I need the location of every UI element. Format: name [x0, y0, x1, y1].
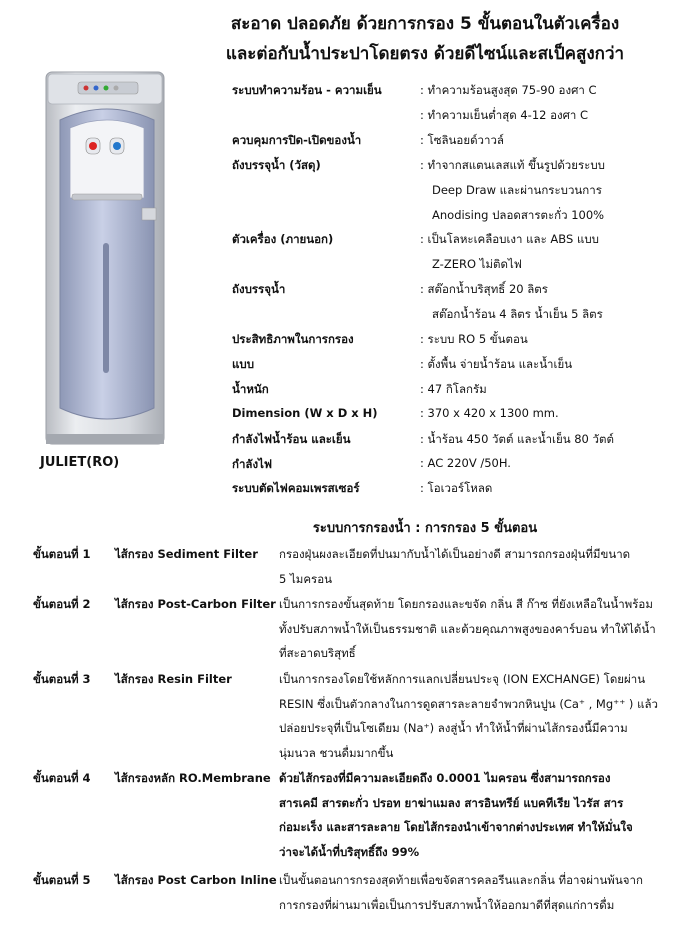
spec-label: Dimension (W x D x H)	[232, 405, 378, 420]
spec-value: : น้ำร้อน 450 วัตต์ และน้ำเย็น 80 วัตต์	[420, 431, 614, 446]
step-description-line: เป็นขั้นตอนการกรองสุดท้ายเพื่อขจัดสารคลอรีนและกลิ่น ที่อาจผ่านพ้นจาก	[279, 873, 643, 887]
step-description-line: ก่อมะเร็ง และสารละลาย โดยไส้กรองนำเข้าจากต่างประเทศ ทำให้มั่นใจ	[279, 820, 633, 834]
step-number: ขั้นตอนที่ 2	[33, 597, 91, 611]
spec-label: กำลังไฟน้ำร้อน และเย็น	[232, 431, 351, 446]
step-description-line: ทั้งปรับสภาพน้ำให้เป็นธรรมชาติ และด้วยคุณภาพสูงของคาร์บอน ทำให้ได้น้ำ	[279, 621, 656, 636]
step-number: ขั้นตอนที่ 3	[33, 672, 91, 686]
spec-value: : ตั้งพื้น จ่ายน้ำร้อน และน้ำเย็น	[420, 356, 573, 371]
spec-label: ถังบรรจุน้ำ	[232, 282, 286, 297]
spec-label: แบบ	[232, 356, 255, 371]
spec-value: : 47 กิโลกรัม	[420, 381, 487, 396]
spec-value: สต๊อกน้ำร้อน 4 ลิตร น้ำเย็น 5 ลิตร	[432, 307, 603, 322]
step-description-line: กรองฝุ่นผงละเอียดที่ปนมากับน้ำได้เป็นอย่างดี สามารถกรองฝุ่นที่มีขนาด	[279, 547, 631, 561]
spec-value: : ระบบ RO 5 ขั้นตอน	[420, 332, 528, 346]
step-filter-name: ไส้กรอง Resin Filter	[115, 672, 232, 686]
spec-value: Z-ZERO ไม่ติดไฟ	[432, 257, 522, 272]
spec-value: : 370 x 420 x 1300 mm.	[420, 405, 559, 420]
headline-line-2: และต่อกับน้ำประปาโดยตรง ด้วยดีไซน์และสเป็คสูงกว่า	[225, 44, 625, 64]
spec-label: ระบบตัดไฟคอมเพรสเซอร์	[232, 481, 360, 496]
spec-value: : ทำความร้อนสูงสุด 75-90 องศา C	[420, 83, 597, 97]
spec-value: : ทำจากสแตนเลสแท้ ขึ้นรูปด้วยระบบ	[420, 157, 605, 172]
spec-value: : สต๊อกน้ำบริสุทธิ์ 20 ลิตร	[420, 282, 548, 297]
step-description-line: 5 ไมครอน	[279, 571, 332, 586]
step-description-line: เป็นการกรองโดยใช้หลักการแลกเปลี่ยนประจุ (ION EXCHANGE) โดยผ่าน	[279, 672, 646, 686]
spec-value: : AC 220V /50H.	[420, 455, 511, 470]
spec-value: : เป็นโลหะเคลือบเงา และ ABS แบบ	[420, 232, 599, 247]
spec-label: กำลังไฟ	[232, 456, 273, 471]
spec-value: Deep Draw และผ่านกระบวนการ	[432, 182, 602, 197]
step-description-line: สารเคมี สารตะกั่ว ปรอท ยาฆ่าแมลง สารอินทรีย์ แบคทีเรีย ไวรัส สาร	[279, 795, 624, 810]
step-description-line: ปล่อยประจุที่เป็นโซเดียม (Na⁺) ลงสู่น้ำ ทำให้น้ำที่ผ่านไส้กรองนี้มีความ	[279, 721, 628, 735]
spec-label: ถังบรรจุน้ำ (วัสดุ)	[232, 157, 321, 172]
step-filter-name: ไส้กรอง Post Carbon Inline	[115, 873, 277, 887]
spec-value: : ทำความเย็นต่ำสุด 4-12 องศา C	[420, 107, 589, 122]
step-filter-name: ไส้กรองหลัก RO.Membrane	[115, 771, 271, 785]
step-description-line: ด้วยไส้กรองที่มีความละเอียดถึง 0.0001 ไมครอน ซึ่งสามารถกรอง	[279, 771, 611, 785]
step-description-line: ที่สะอาดบริสุทธิ์	[279, 646, 356, 660]
step-description-line: นุ่มนวล ชวนดื่มมากขึ้น	[279, 745, 394, 760]
step-number: ขั้นตอนที่ 1	[33, 547, 91, 561]
step-filter-name: ไส้กรอง Post-Carbon Filter	[115, 597, 276, 611]
spec-label: ตัวเครื่อง (ภายนอก)	[232, 232, 334, 247]
step-description-line: การกรองที่ผ่านมาเพื่อเป็นการปรับสภาพน้ำให้ออกมาดีที่สุดแก่การดื่ม	[279, 897, 615, 912]
spec-label: ระบบทำความร้อน - ความเย็น	[232, 83, 382, 97]
spec-value: : โซลินอยด์วาวล์	[420, 132, 504, 147]
water-dispenser-image	[42, 68, 172, 448]
step-description-line: RESIN ซึ่งเป็นตัวกลางในการดูดสารละลายจำพวกหินปูน (Ca⁺ , Mg⁺⁺ ) แล้ว	[279, 696, 658, 711]
spec-value: Anodising ปลอดสารตะกั่ว 100%	[432, 207, 605, 222]
spec-label: ควบคุมการปิด-เปิดของน้ำ	[232, 132, 362, 147]
step-description-line: เป็นการกรองขั้นสุดท้าย โดยกรองและขจัด กลิ่น สี ก๊าซ ที่ยังเหลือในน้ำพร้อม	[279, 597, 653, 611]
spec-label: น้ำหนัก	[232, 381, 269, 396]
step-number: ขั้นตอนที่ 4	[33, 771, 91, 785]
product-name: JULIET(RO)	[40, 455, 120, 470]
step-filter-name: ไส้กรอง Sediment Filter	[115, 547, 258, 561]
spec-label: ประสิทธิภาพในการกรอง	[232, 332, 354, 346]
filtration-title: ระบบการกรองน้ำ : การกรอง 5 ขั้นตอน	[312, 521, 538, 536]
step-number: ขั้นตอนที่ 5	[33, 873, 91, 887]
headline-line-1: สะอาด ปลอดภัย ด้วยการกรอง 5 ขั้นตอนในตัวเครื่อง	[230, 14, 620, 34]
spec-value: : โอเวอร์โหลด	[420, 481, 493, 496]
step-description-line: ว่าจะได้น้ำที่บริสุทธิ์ถึง 99%	[279, 844, 420, 859]
